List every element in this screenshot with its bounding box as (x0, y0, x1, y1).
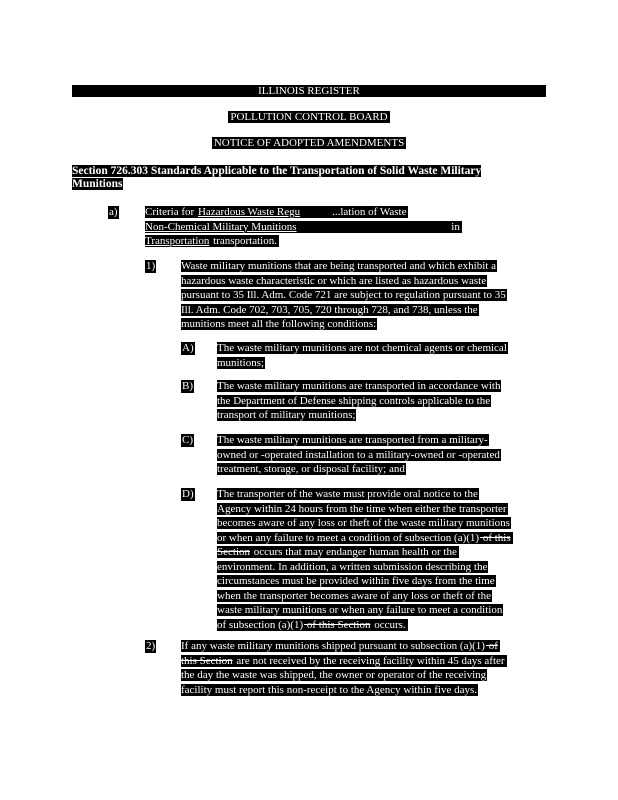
item-B-line: the Department of Defense shipping controls applicable to the (217, 394, 491, 407)
item-D-label: D) (182, 488, 194, 500)
section-title-line2: Munitions (72, 178, 123, 190)
item-B (217, 379, 537, 423)
item-B-label: B) (182, 380, 193, 392)
item-1-line: Ill. Adm. Code 702, 703, 705, 720 through 728, and 738, unless the (181, 303, 478, 316)
item-D-line: waste military munitions or when any failure to meet a condition (217, 604, 503, 616)
item-A-label: A) (182, 342, 194, 354)
item-2-strike: of (485, 640, 498, 652)
item-D-line: when the transporter becomes aware of any loss or theft of the (217, 589, 491, 602)
smudge (298, 222, 449, 231)
item-1 (181, 259, 541, 332)
item-D-line: occurs that may endanger human health or the (251, 546, 457, 558)
smudge (301, 208, 332, 217)
item-C-line: treatment, storage, or disposal facility; and (217, 463, 405, 475)
item-2-label: 2) (146, 640, 156, 652)
item-D (217, 487, 542, 632)
item-C (217, 433, 537, 477)
item-D-line: Agency within 24 hours from the time when either the transporter (217, 502, 507, 515)
item-C-line: The waste military munitions are transported from a military- (217, 434, 488, 446)
item-C-label: C) (182, 434, 193, 446)
item-D-line: occurs. (371, 618, 406, 631)
para-a-underline-3: Transportation (145, 235, 210, 247)
item-2-line: If any waste military munitions shipped pursuant to subsection (a)(1) (181, 640, 485, 652)
item-D-strike: of this Section (304, 618, 371, 631)
item-2-line: facility must report this non-receipt to the Agency within five days. (181, 683, 478, 696)
item-2-line: the day the waste was shipped, the owner or operator of the receiving (181, 669, 487, 681)
para-a-text-2: in (448, 220, 460, 233)
item-B-line: transport of military munitions; (217, 409, 356, 421)
item-B-line: The waste military munitions are transported in accordance with (217, 380, 501, 392)
item-1-label: 1) (146, 260, 156, 272)
item-D-line: of subsection (a)(1) (217, 618, 304, 631)
item-2-strike: this Section (181, 654, 233, 667)
item-D-line: The transporter of the waste must provide oral notice to the (217, 488, 478, 500)
para-a-underline: Hazardous Waste Regu (197, 206, 301, 218)
para-a-text: Criteria for (145, 206, 197, 218)
para-a-underline-2: Non-Chemical Military Munitions (145, 220, 297, 233)
section-title-line1: Section 726.303 Standards Applicable to the Transportation of Solid Waste Military (72, 165, 482, 177)
item-1-line: Waste military munitions that are being transported and which exhibit a (181, 260, 496, 272)
board-header (72, 111, 546, 123)
item-D-strike: Section (217, 546, 250, 558)
item-D-strike: of this (480, 531, 511, 544)
item-D-line: circumstances must be provided within five days from the time (217, 575, 495, 587)
item-2 (181, 639, 541, 697)
section-title (72, 165, 508, 191)
item-A (217, 341, 542, 370)
item-2-line: are not received by the receiving facility within 45 days after (233, 654, 505, 667)
item-D-line: environment. In addition, a written submission describing the (217, 560, 488, 573)
para-a-label: a) (109, 206, 118, 218)
item-1-line: hazardous waste characteristic or which are listed as hazardous waste (181, 274, 487, 287)
item-D-line: or when any failure to meet a condition of subsection (a)(1) (217, 531, 480, 544)
item-C-line: owned or -operated installation to a military-owned or -operated (217, 448, 500, 461)
item-1-line: munitions meet all the following conditions: (181, 318, 377, 330)
para-a-text-end: ...lation of Waste (332, 206, 407, 218)
item-A-line: The waste military munitions are not chemical agents or chemical (217, 342, 507, 354)
board-title: POLLUTION CONTROL BOARD (230, 111, 388, 123)
notice-title: NOTICE OF ADOPTED AMENDMENTS (213, 137, 405, 149)
item-1-line: pursuant to 35 Ill. Adm. Code 721 are subject to regulation pursuant to 35 (181, 289, 506, 301)
para-a-text-3: transportation. (210, 235, 277, 247)
item-D-line: becomes aware of any loss or theft of the waste military munitions (217, 517, 510, 529)
item-A-line: munitions; (217, 356, 265, 369)
register-header (72, 85, 546, 97)
para-a (145, 205, 530, 249)
register-title: ILLINOIS REGISTER (258, 85, 360, 97)
notice-header (72, 137, 546, 149)
